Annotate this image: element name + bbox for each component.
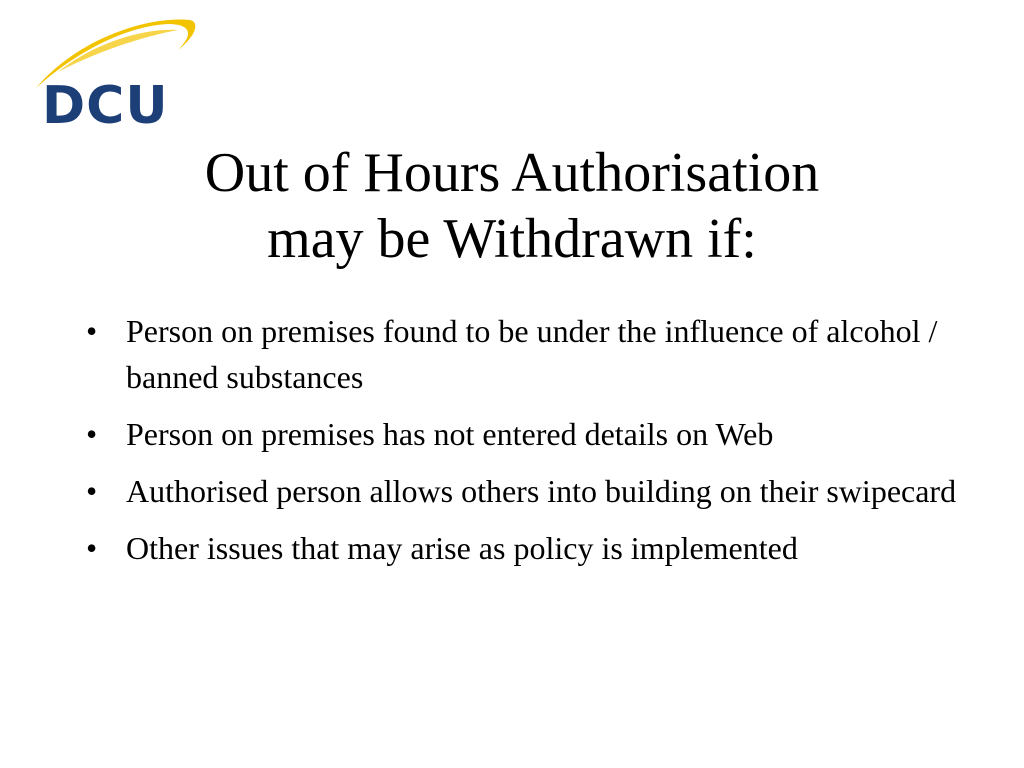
bullet-dot: • [86, 473, 98, 509]
bullet-dot: • [86, 313, 98, 349]
bullet-item [86, 308, 966, 400]
logo-text: DCU [42, 76, 169, 136]
bullet-text: Person on premises found to be under the influence of alcohol / banned substances [126, 313, 938, 395]
bullet-dot: • [86, 530, 98, 566]
dcu-logo [28, 10, 208, 135]
bullet-item [86, 411, 966, 457]
bullet-dot: • [86, 416, 98, 452]
slide-title-line-1: Out of Hours Authorisation [204, 142, 820, 204]
bullet-list [86, 308, 966, 582]
bullet-text: Other issues that may arise as policy is implemented [126, 530, 798, 566]
bullet-item [86, 525, 966, 571]
bullet-item [86, 468, 966, 514]
slide-title-line-2: may be Withdrawn if: [267, 208, 757, 270]
bullet-text: Authorised person allows others into building on their swipecard [126, 473, 957, 509]
bullet-text: Person on premises has not entered details on Web [126, 416, 774, 452]
slide-title [0, 140, 1024, 272]
